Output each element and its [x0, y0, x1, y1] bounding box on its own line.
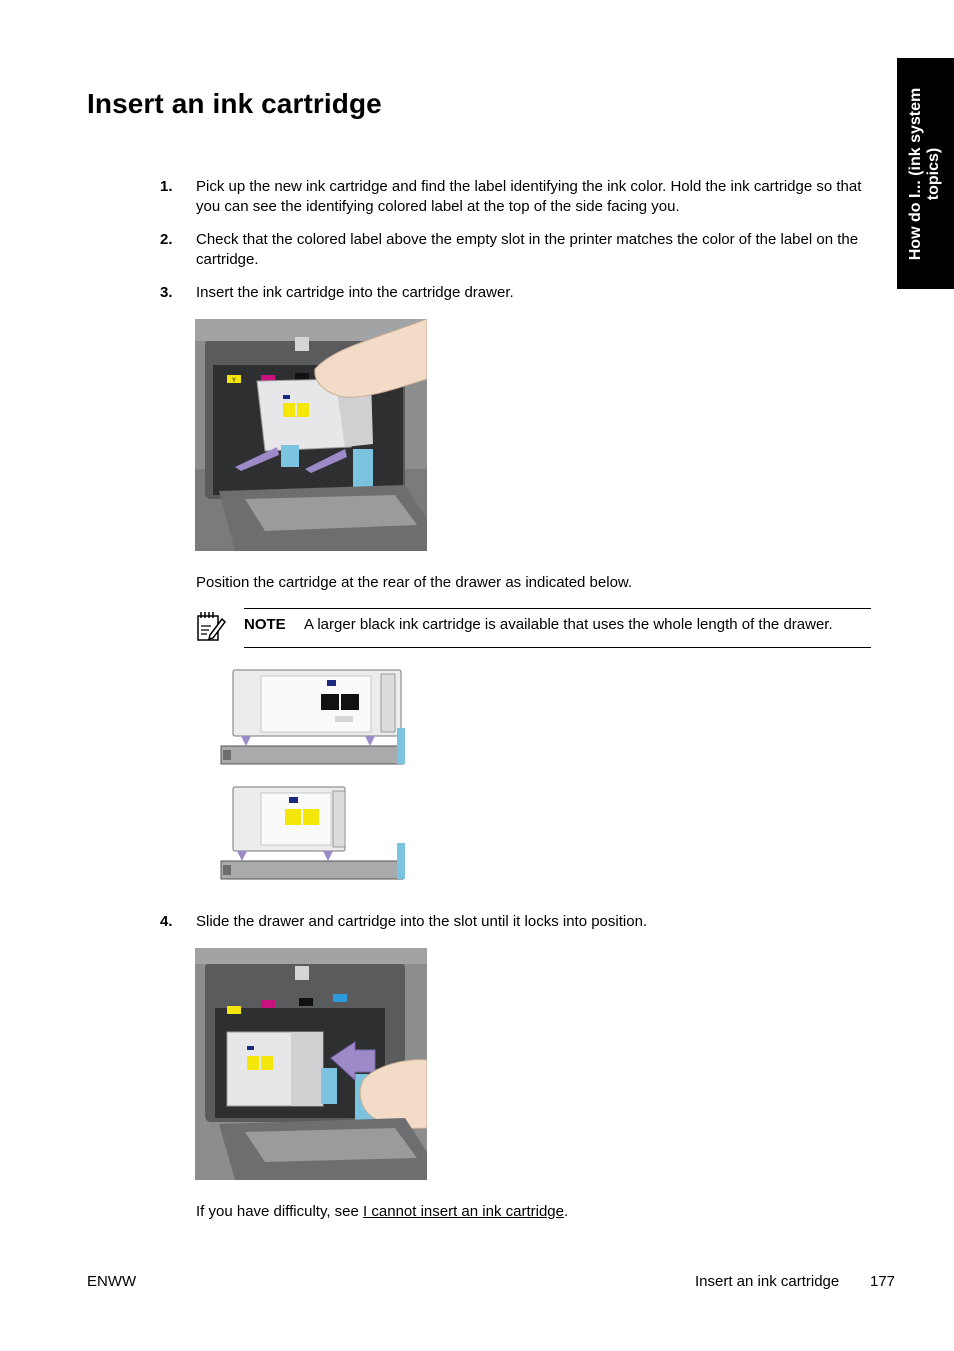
svg-text:Y: Y — [231, 378, 237, 384]
difficulty-line — [196, 1202, 568, 1222]
difficulty-suffix: . — [564, 1203, 569, 1220]
slide-drawer-illustration — [195, 948, 427, 1180]
page-number: 177 — [870, 1273, 896, 1290]
insert-cartridge-illustration — [195, 319, 427, 551]
hp-logo-icon — [295, 337, 309, 351]
yellow-ink-label — [285, 809, 301, 825]
step-number: 4. — [160, 913, 173, 930]
step-text: Slide the drawer and cartridge into the slot until it locks into position. — [196, 913, 648, 930]
note-text: A larger black ink cartridge is available that uses the whole length of the drawer. — [304, 616, 833, 633]
step-number: 2. — [160, 231, 173, 248]
position-instruction: Position the cartridge at the rear of the drawer as indicated below. — [196, 574, 633, 591]
step-text: Insert the ink cartridge into the cartridge drawer. — [196, 284, 514, 301]
black-cartridge-position-illustration — [217, 666, 407, 774]
page-title: Insert an ink cartridge — [87, 88, 382, 119]
step-text: Check that the colored label above the empty slot in the printer matches the color of the label on the cartridge. — [196, 231, 859, 268]
note-label: NOTE — [244, 616, 286, 633]
black-ink-label — [321, 694, 339, 710]
step-number: 3. — [160, 284, 173, 301]
difficulty-prefix: If you have difficulty, see — [196, 1203, 364, 1220]
step-number: 1. — [160, 178, 173, 195]
step-text: Pick up the new ink cartridge and find the label identifying the ink color. Hold the ink cartridge so that you can see the identifying colored label at the top of the side facing you. — [196, 178, 862, 215]
note-icon — [196, 611, 226, 643]
note-box — [244, 608, 871, 648]
footer-section: Insert an ink cartridge — [695, 1273, 840, 1290]
side-tab-label: How do I... (ink system topics) — [907, 87, 942, 261]
hp-logo-icon — [295, 966, 309, 980]
section-side-tab[interactable] — [897, 58, 954, 289]
color-cartridge-position-illustration — [217, 783, 407, 889]
footer-left: ENWW — [87, 1273, 137, 1290]
cannot-insert-cartridge-link[interactable]: I cannot insert an ink cartridge — [363, 1203, 564, 1220]
